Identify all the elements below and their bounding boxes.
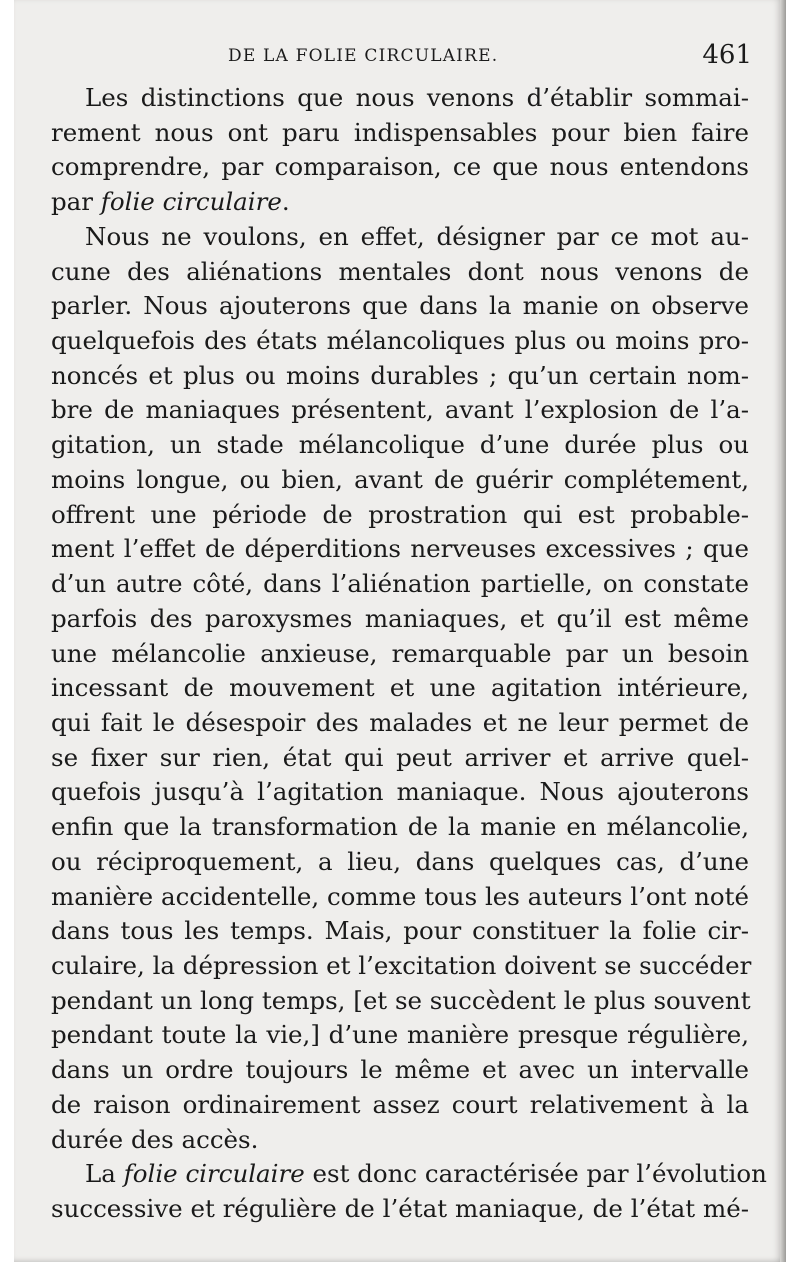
text-line: Nous ne voulons, en effet, désigner par ce mot au- bbox=[85, 221, 749, 251]
text-line: qui fait le désespoir des malades et ne leur permet de bbox=[51, 707, 749, 737]
text-line: ou réciproquement, a lieu, dans quelques cas, d’une bbox=[51, 846, 749, 876]
text-line: ment l’effet de déperditions nerveuses excessives ; que bbox=[51, 534, 749, 564]
text-line bbox=[51, 1157, 767, 1192]
text-line: bre de maniaques présentent, avant l’explosion de l’a- bbox=[51, 395, 749, 425]
text-line bbox=[51, 185, 749, 220]
paragraph-2 bbox=[51, 220, 752, 1157]
text-line: une mélancolie anxieuse, remarquable par un besoin bbox=[51, 638, 749, 668]
text-line: d’un autre côté, dans l’aliénation partielle, on constate bbox=[51, 569, 749, 599]
line-prefix: par bbox=[51, 187, 101, 217]
text-line: noncés et plus ou moins durables ; qu’un certain nom- bbox=[51, 360, 749, 390]
text-line: offrent une période de prostration qui est probable- bbox=[51, 499, 749, 529]
page-number: 461 bbox=[702, 40, 752, 70]
text-line: gitation, un stade mélancolique d’une durée plus ou bbox=[51, 430, 749, 460]
text-line: quefois jusqu’à l’agitation maniaque. Nous ajouterons bbox=[51, 777, 749, 807]
text-line: moins longue, ou bien, avant de guérir complétement, bbox=[51, 464, 749, 494]
text-line: dans un ordre toujours le même et avec un intervalle bbox=[51, 1055, 749, 1085]
text-line: Les distinctions que nous venons d’établir sommai- bbox=[85, 83, 749, 112]
text-line: se fixer sur rien, état qui peut arriver et arrive quel- bbox=[51, 742, 749, 772]
running-title: DE LA FOLIE CIRCULAIRE. bbox=[228, 46, 499, 66]
text-line: de raison ordinairement assez court relativement à la bbox=[51, 1089, 749, 1119]
paragraph-1 bbox=[51, 81, 749, 220]
text-line: rement nous ont paru indispensables pour bien faire bbox=[51, 117, 749, 147]
text-line: enfin que la transformation de la manie en mélancolie, bbox=[51, 812, 749, 842]
text-line: dans tous les temps. Mais, pour constituer la folie cir- bbox=[51, 916, 749, 946]
page-edge-shadow bbox=[780, 0, 786, 1262]
text-line: comprendre, par comparaison, ce que nous entendons bbox=[51, 152, 749, 182]
text-line: pendant toute la vie,] d’une manière presque régulière, bbox=[51, 1020, 749, 1050]
text-line: parler. Nous ajouterons que dans la manie on observe bbox=[51, 291, 749, 321]
italic-term: folie circulaire bbox=[100, 187, 282, 217]
paragraph-3 bbox=[51, 1157, 767, 1226]
line-suffix: est donc caractérisée par l’évolution bbox=[304, 1159, 767, 1189]
line-suffix: . bbox=[281, 187, 290, 217]
italic-term: folie circulaire bbox=[123, 1159, 305, 1189]
text-line: culaire, la dépression et l’excitation doivent se succéder bbox=[51, 950, 752, 980]
text-line: successive et régulière de l’état maniaque, de l’état mé- bbox=[51, 1194, 749, 1223]
text-line: manière accidentelle, comme tous les auteurs l’ont noté bbox=[51, 881, 749, 911]
running-head bbox=[0, 40, 800, 76]
text-line: incessant de mouvement et une agitation intérieure, bbox=[51, 673, 749, 703]
text-line: quelquefois des états mélancoliques plus ou moins pro- bbox=[51, 326, 749, 356]
text-body bbox=[51, 81, 767, 1227]
text-line: cune des aliénations mentales dont nous venons de bbox=[51, 256, 749, 286]
text-line: pendant un long temps, [et se succèdent le plus souvent bbox=[51, 985, 751, 1015]
line-prefix: La bbox=[85, 1159, 124, 1189]
text-line: durée des accès. bbox=[51, 1124, 259, 1154]
text-line: parfois des paroxysmes maniaques, et qu’il est même bbox=[51, 603, 749, 633]
